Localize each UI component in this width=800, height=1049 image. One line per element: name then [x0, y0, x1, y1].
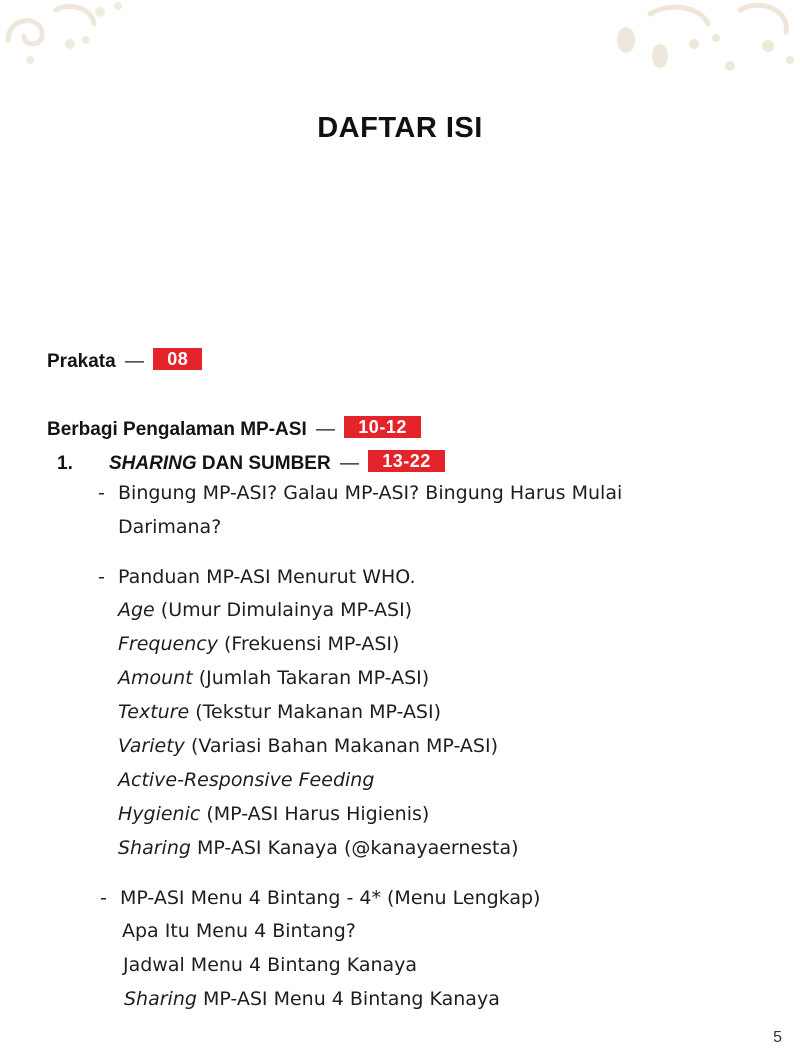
item-italic: Frequency: [118, 633, 218, 655]
toc-dash: —: [339, 453, 359, 474]
page-number: 5: [773, 1029, 782, 1046]
list-item[interactable]: [124, 988, 500, 1010]
item-text: (Variasi Bahan Makanan MP-ASI): [184, 735, 498, 757]
toc-entry-prakata[interactable]: [47, 348, 202, 373]
section-label: DAN SUMBER: [196, 453, 331, 474]
toc-entry-section-1[interactable]: [57, 450, 445, 475]
toc-dash: —: [316, 419, 336, 440]
list-item[interactable]: [118, 599, 412, 621]
toc-subitem-bingung-cont: [118, 516, 221, 538]
item-text: (Frekuensi MP-ASI): [217, 633, 400, 655]
item-italic: Variety: [118, 735, 185, 757]
page-badge: 10-12: [344, 416, 421, 438]
page-badge: 08: [153, 348, 202, 370]
item-text: (Umur Dimulainya MP-ASI): [154, 599, 413, 621]
toc-subitem-panduan[interactable]: [98, 566, 416, 588]
list-item[interactable]: [118, 837, 519, 859]
item-text: Jadwal Menu 4 Bintang Kanaya: [123, 954, 418, 976]
item-italic: Age: [118, 599, 155, 621]
bullet-dash: -: [98, 566, 105, 588]
item-italic: Active-Responsive Feeding: [118, 769, 375, 791]
list-item[interactable]: [118, 667, 429, 689]
item-text: (MP-ASI Harus Higienis): [200, 803, 430, 825]
list-item[interactable]: [118, 769, 374, 791]
toc-subitem-bingung[interactable]: [98, 482, 623, 504]
toc-dash: —: [124, 351, 144, 372]
list-item[interactable]: [118, 633, 399, 655]
list-item[interactable]: [118, 701, 441, 723]
list-item[interactable]: [122, 920, 356, 942]
page-badge: 13-22: [368, 450, 445, 472]
item-text: MP-ASI Kanaya (@kanayaernesta): [190, 837, 519, 859]
list-item[interactable]: [118, 735, 498, 757]
subitem-text: Panduan MP-ASI Menurut WHO.: [118, 566, 416, 588]
list-item[interactable]: [118, 803, 429, 825]
corner-ornament-left: [0, 0, 130, 70]
list-item[interactable]: [123, 954, 417, 976]
bullet-dash: -: [98, 482, 105, 504]
item-italic: Hygienic: [118, 803, 201, 825]
toc-entry-berbagi[interactable]: [47, 416, 421, 441]
item-text: Apa Itu Menu 4 Bintang?: [122, 920, 356, 942]
item-text: (Tekstur Makanan MP-ASI): [189, 701, 442, 723]
item-italic: Sharing: [118, 837, 191, 859]
corner-ornament-right: [590, 0, 800, 90]
item-text: (Jumlah Takaran MP-ASI): [192, 667, 430, 689]
subitem-text: Darimana?: [118, 516, 222, 538]
toc-subitem-menu-4-bintang[interactable]: [100, 887, 541, 909]
item-text: MP-ASI Menu 4 Bintang Kanaya: [196, 988, 500, 1010]
bullet-dash: -: [100, 887, 107, 909]
item-italic: Texture: [118, 701, 190, 723]
item-italic: Sharing: [124, 988, 197, 1010]
page-title: DAFTAR ISI: [317, 112, 483, 144]
item-italic: Amount: [118, 667, 193, 689]
subitem-text: Bingung MP-ASI? Galau MP-ASI? Bingung Harus Mulai: [118, 482, 623, 504]
section-label-italic: SHARING: [109, 453, 197, 474]
toc-label: Berbagi Pengalaman MP-ASI: [47, 419, 307, 440]
toc-label: Prakata: [47, 351, 116, 372]
subitem-text: MP-ASI Menu 4 Bintang - 4* (Menu Lengkap): [120, 887, 541, 909]
section-number: 1.: [57, 453, 73, 474]
